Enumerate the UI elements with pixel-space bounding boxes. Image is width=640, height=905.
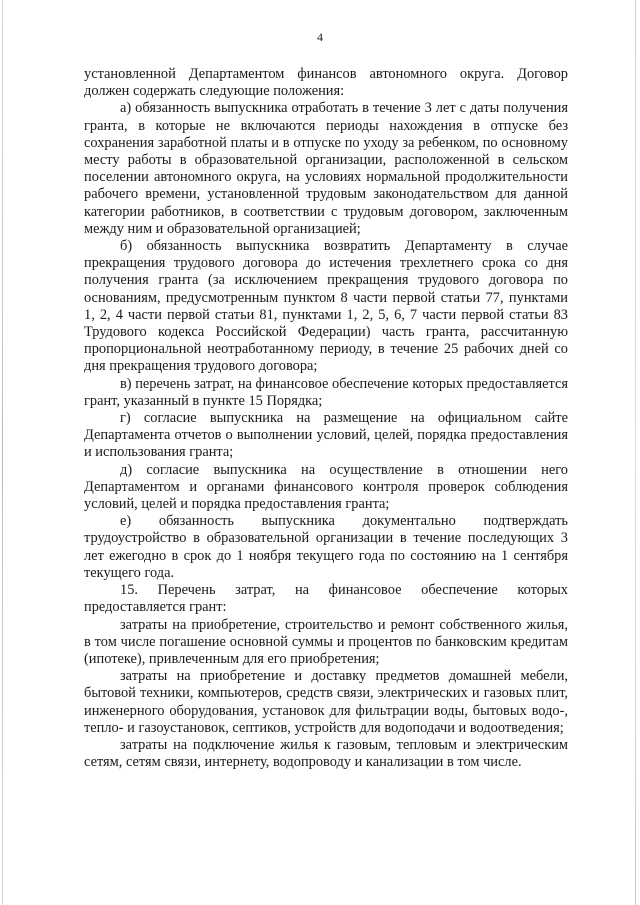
paragraph-item-e: е) обязанность выпускника документально подтверждать трудоустройство в образовательной организации в течение последующих 3 лет ежегодно в срок до 1 ноября текущего года по состоянию на 1 сентября текущего года. (84, 513, 568, 581)
paragraph-costs-housing: затраты на приобретение, строительство и ремонт собственного жилья, в том числе погашение основной суммы и процентов по банковским кредитам (ипотеке), привлеченным для его приобретения; (84, 616, 568, 667)
paragraph-item-v: в) перечень затрат, на финансовое обеспечение которых предоставляется грант, указанный в пункте 15 Порядка; (84, 375, 568, 409)
paragraph-costs-furniture: затраты на приобретение и доставку предметов домашней мебели, бытовой техники, компьютеров, средств связи, электрических и газовых плит, инженерного оборудования, установок для фильтрации воды, бытовых водо-, тепло- и газоустановок, септиков, устройств для водоподачи и водоотведения; (84, 668, 568, 736)
paragraph-contract-intro: установленной Департаментом финансов автономного округа. Договор должен содержать следующие положения: (84, 66, 568, 100)
scan-edge-right (635, 0, 636, 905)
paragraph-item-a: а) обязанность выпускника отработать в течение 3 лет с даты получения гранта, в которые не включаются периоды нахождения в отпуске без сохранения заработной платы и в отпуске по уходу за ребенком, по основному месту работы в образовательной организации, расположенной в сельском поселении автономного округа, на условиях нормальной продолжительности рабочего времени, установленной трудовым законодательством для данной категории работников, в соответствии с трудовым договором, заключенным между ним и образовательной организацией; (84, 100, 568, 237)
page-number: 4 (317, 30, 323, 44)
scan-edge-left (2, 0, 3, 905)
paragraph-item-b: б) обязанность выпускника возвратить Департаменту в случае прекращения трудового договора до истечения трехлетнего срока со дня получения гранта (за исключением прекращения трудового договора по основаниям, предусмотренным пунктом 8 части первой статьи 77, пунктами 1, 2, 4 части первой статьи 81, пунктами 1, 2, 5, 6, 7 части первой статьи 83 Трудового кодекса Российской Федерации) часть гранта, рассчитанную пропорциональной неотработанному периоду, в течение 25 рабочих дней со дня прекращения трудового договора; (84, 238, 568, 375)
paragraph-section-15: 15. Перечень затрат, на финансовое обеспечение которых предоставляется грант: (84, 582, 568, 616)
paragraph-costs-connection: затраты на подключение жилья к газовым, тепловым и электрическим сетям, сетям связи, интернету, водопроводу и канализации в том числе. (84, 736, 568, 771)
document-body (84, 66, 568, 771)
paragraph-item-g: г) согласие выпускника на размещение на официальном сайте Департамента отчетов о выполнении условий, целей, порядка предоставления и использования гранта; (84, 410, 568, 461)
paragraph-item-d: д) согласие выпускника на осуществление в отношении него Департаментом и органами финансового контроля проверок соблюдения условий, целей и порядка предоставления гранта; (84, 461, 568, 513)
